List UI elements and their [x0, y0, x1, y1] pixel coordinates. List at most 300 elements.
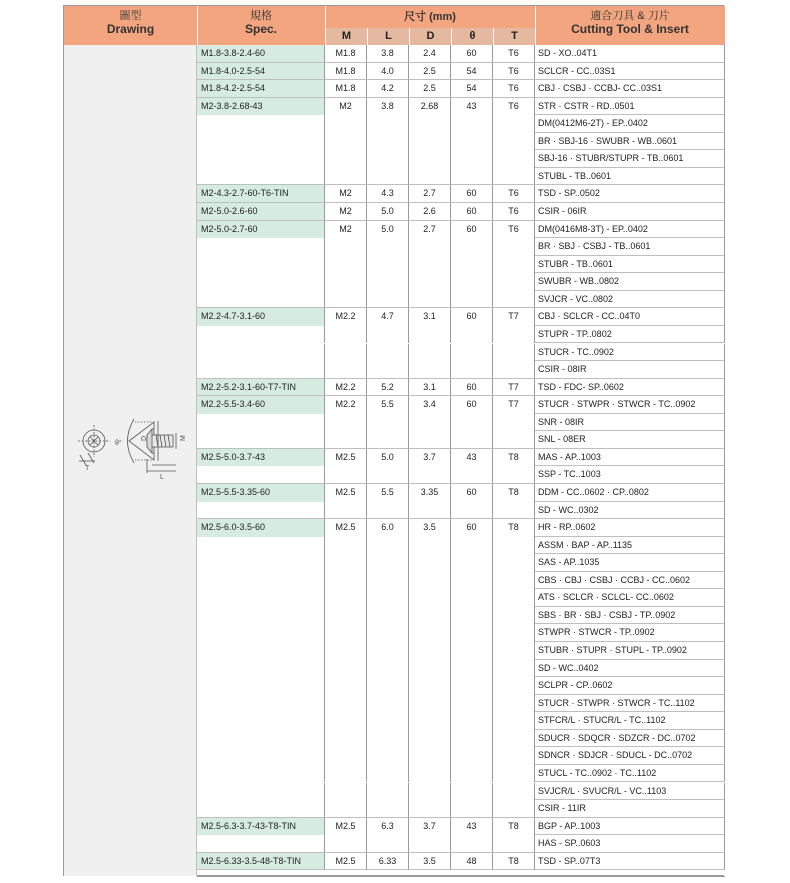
table-row — [197, 747, 725, 765]
spec-cell — [197, 642, 325, 660]
t-cell: T6 — [493, 203, 535, 221]
theta-cell: 43 — [451, 98, 493, 116]
drawing-column — [64, 45, 197, 876]
theta-cell: 60 — [451, 308, 493, 326]
spec-header-zh: 規格 — [250, 10, 272, 22]
spec-cell — [197, 238, 325, 256]
t-cell — [493, 291, 535, 309]
theta-cell — [451, 238, 493, 256]
dimension-header: 尺寸 (mm) — [404, 11, 456, 23]
spec-cell — [197, 800, 325, 818]
d-label: D — [141, 435, 148, 441]
l-cell — [367, 168, 409, 186]
d-cell — [409, 800, 451, 818]
d-cell — [409, 291, 451, 309]
t-cell — [493, 344, 535, 362]
table-row — [197, 642, 725, 660]
theta-cell — [451, 554, 493, 572]
tool-cell: STWPR · STWCR - TP..0902 — [535, 624, 725, 642]
col-d-header: D — [409, 28, 451, 45]
m-cell — [325, 291, 367, 309]
theta-cell — [451, 414, 493, 432]
d-cell — [409, 537, 451, 555]
d-cell — [409, 765, 451, 783]
t-cell: T7 — [493, 396, 535, 414]
tool-cell: STUBR · STUPR · STUPL - TP..0902 — [535, 642, 725, 660]
l-cell — [367, 642, 409, 660]
t-cell — [493, 150, 535, 168]
l-cell — [367, 765, 409, 783]
tool-cell: SVJCR - VC..0802 — [535, 291, 725, 309]
table-row — [197, 133, 725, 151]
theta-cell — [451, 150, 493, 168]
d-cell: 2.5 — [409, 63, 451, 81]
screw-side-view — [128, 419, 177, 473]
d-cell — [409, 502, 451, 520]
spec-cell — [197, 414, 325, 432]
table-row — [197, 554, 725, 572]
theta-cell — [451, 677, 493, 695]
t-cell — [493, 607, 535, 625]
m-cell — [325, 589, 367, 607]
t-cell — [493, 466, 535, 484]
d-cell — [409, 695, 451, 713]
table-row — [197, 98, 725, 116]
l-cell — [367, 466, 409, 484]
m-cell — [325, 431, 367, 449]
t-cell — [493, 835, 535, 853]
t-cell: T8 — [493, 484, 535, 502]
theta-cell: 60 — [451, 185, 493, 203]
t-cell — [493, 326, 535, 344]
table-row — [197, 291, 725, 309]
drawing-header-zh: 圖型 — [119, 10, 142, 22]
tool-cell: BGP - AP..1003 — [535, 818, 725, 836]
l-cell — [367, 273, 409, 291]
m-cell — [325, 133, 367, 151]
screw-spec-table — [63, 5, 724, 876]
tool-cell: DM(0412M6-2T) - EP..0402 — [535, 115, 725, 133]
theta-cell — [451, 695, 493, 713]
tool-cell: BR · SBJ · CSBJ - TB..0601 — [535, 238, 725, 256]
l-cell — [367, 589, 409, 607]
tool-cell: STUBR - TB..0601 — [535, 256, 725, 274]
t-cell — [493, 572, 535, 590]
tool-cell: SDUCR · SDQCR · SDZCR - DC..0702 — [535, 730, 725, 748]
table-row — [197, 221, 725, 239]
tool-header-zh: 適合刀具 & 刀片 — [590, 10, 670, 22]
tool-cell: HR - RP..0602 — [535, 519, 725, 537]
l-cell — [367, 502, 409, 520]
d-cell: 3.5 — [409, 853, 451, 871]
spec-cell — [197, 572, 325, 590]
d-cell — [409, 431, 451, 449]
d-cell — [409, 747, 451, 765]
d-cell — [409, 607, 451, 625]
table-row — [197, 765, 725, 783]
t-cell: T6 — [493, 45, 535, 63]
theta-cell: 54 — [451, 63, 493, 81]
table-bottom-border — [197, 876, 725, 877]
spec-cell — [197, 344, 325, 362]
spec-cell — [197, 273, 325, 291]
d-cell — [409, 256, 451, 274]
table-row — [197, 45, 725, 63]
table-row — [197, 273, 725, 291]
table-row — [197, 783, 725, 801]
spec-cell: M2-3.8-2.68-43 — [197, 98, 325, 116]
l-label: L — [160, 474, 164, 481]
spec-header — [197, 10, 325, 36]
m-cell — [325, 730, 367, 748]
tool-cell: STUCL - TC..0902 · TC..1102 — [535, 765, 725, 783]
m-cell — [325, 660, 367, 678]
t-cell — [493, 642, 535, 660]
l-cell: 5.5 — [367, 396, 409, 414]
spec-cell: M2.2-4.7-3.1-60 — [197, 308, 325, 326]
theta-cell — [451, 466, 493, 484]
t-cell — [493, 256, 535, 274]
table-row — [197, 607, 725, 625]
t-cell — [493, 624, 535, 642]
l-cell — [367, 624, 409, 642]
spec-cell: M2-5.0-2.7-60 — [197, 221, 325, 239]
tool-cell: MAS - AP..1003 — [535, 449, 725, 467]
m-cell — [325, 361, 367, 379]
d-cell: 3.5 — [409, 519, 451, 537]
l-cell — [367, 361, 409, 379]
m-cell — [325, 273, 367, 291]
d-cell: 3.7 — [409, 818, 451, 836]
spec-cell — [197, 835, 325, 853]
t-cell — [493, 414, 535, 432]
m-cell — [325, 747, 367, 765]
theta-label: θ° — [115, 440, 122, 447]
l-cell: 6.0 — [367, 519, 409, 537]
table-row — [197, 185, 725, 203]
spec-cell — [197, 695, 325, 713]
tool-cell: SD - WC..0302 — [535, 502, 725, 520]
tool-cell: HAS - SP..0603 — [535, 835, 725, 853]
spec-cell — [197, 765, 325, 783]
d-cell — [409, 677, 451, 695]
d-cell: 3.35 — [409, 484, 451, 502]
l-cell — [367, 730, 409, 748]
m-cell: M2.5 — [325, 484, 367, 502]
spec-cell: M2.5-6.33-3.5-48-T8-TIN — [197, 853, 325, 871]
t-cell: T8 — [493, 818, 535, 836]
tool-cell: CSIR - 06IR — [535, 203, 725, 221]
theta-cell — [451, 712, 493, 730]
m-cell — [325, 835, 367, 853]
m-cell — [325, 150, 367, 168]
d-cell — [409, 783, 451, 801]
t-cell — [493, 361, 535, 379]
l-cell — [367, 607, 409, 625]
d-cell — [409, 273, 451, 291]
d-cell — [409, 150, 451, 168]
table-row — [197, 80, 725, 98]
l-cell — [367, 835, 409, 853]
l-cell — [367, 133, 409, 151]
spec-cell: M2-4.3-2.7-60-T6-TIN — [197, 185, 325, 203]
d-cell: 3.1 — [409, 379, 451, 397]
table-row — [197, 519, 725, 537]
spec-cell — [197, 150, 325, 168]
col-t-header: T — [493, 28, 535, 45]
table-row — [197, 835, 725, 853]
spec-cell: M2.2-5.2-3.1-60-T7-TIN — [197, 379, 325, 397]
table-row — [197, 466, 725, 484]
m-cell: M2.2 — [325, 308, 367, 326]
tool-cell: SVJCR/L · SVUCR/L - VC..1103 — [535, 783, 725, 801]
drawing-header-en: Drawing — [106, 22, 155, 36]
tool-cell: TSD - SP..0502 — [535, 185, 725, 203]
tool-cell: STUPR - TP..0802 — [535, 326, 725, 344]
d-cell — [409, 712, 451, 730]
m-cell — [325, 800, 367, 818]
spec-cell — [197, 431, 325, 449]
t-cell: T6 — [493, 98, 535, 116]
theta-cell: 60 — [451, 519, 493, 537]
l-cell — [367, 712, 409, 730]
theta-cell — [451, 273, 493, 291]
l-cell: 3.8 — [367, 98, 409, 116]
l-cell — [367, 537, 409, 555]
tool-cell: STR · CSTR - RD..0501 — [535, 98, 725, 116]
t-cell — [493, 730, 535, 748]
table-row — [197, 730, 725, 748]
l-cell — [367, 554, 409, 572]
d-cell — [409, 624, 451, 642]
tool-cell: TSD - SP..07T3 — [535, 853, 725, 871]
t-cell — [493, 133, 535, 151]
l-cell: 5.0 — [367, 449, 409, 467]
tool-cell: SCLPR - CP..0602 — [535, 677, 725, 695]
table-row — [197, 572, 725, 590]
m-cell — [325, 677, 367, 695]
d-cell — [409, 660, 451, 678]
tool-cell: SBS · BR · SBJ · CSBJ - TP..0902 — [535, 607, 725, 625]
m-cell: M2.5 — [325, 853, 367, 871]
l-cell — [367, 291, 409, 309]
spec-cell: M1.8-3.8-2.4-60 — [197, 45, 325, 63]
m-cell — [325, 554, 367, 572]
t-cell — [493, 554, 535, 572]
m-cell — [325, 695, 367, 713]
t-cell: T6 — [493, 80, 535, 98]
col-m-header: M — [325, 28, 367, 45]
table-row — [197, 589, 725, 607]
t-cell: T7 — [493, 308, 535, 326]
theta-cell: 60 — [451, 45, 493, 63]
d-cell — [409, 168, 451, 186]
tool-cell: ATS · SCLCR · SCLCL- CC..0602 — [535, 589, 725, 607]
m-cell — [325, 783, 367, 801]
m-cell: M1.8 — [325, 45, 367, 63]
spec-cell — [197, 326, 325, 344]
spec-cell: M2-5.0-2.6-60 — [197, 203, 325, 221]
d-cell: 2.68 — [409, 98, 451, 116]
d-cell — [409, 730, 451, 748]
spec-cell: M2.5-5.5-3.35-60 — [197, 484, 325, 502]
tool-cell: ASSM · BAP - AP..1135 — [535, 537, 725, 555]
theta-cell — [451, 256, 493, 274]
tool-cell: CBJ · SCLCR - CC..04T0 — [535, 308, 725, 326]
l-cell: 4.7 — [367, 308, 409, 326]
t-cell — [493, 800, 535, 818]
tool-cell: SD - WC..0402 — [535, 660, 725, 678]
m-cell — [325, 712, 367, 730]
spec-cell — [197, 291, 325, 309]
l-cell: 5.2 — [367, 379, 409, 397]
m-cell — [325, 537, 367, 555]
l-cell: 5.5 — [367, 484, 409, 502]
l-cell: 4.0 — [367, 63, 409, 81]
t-cell: T6 — [493, 185, 535, 203]
m-cell: M2.2 — [325, 379, 367, 397]
theta-cell — [451, 291, 493, 309]
spec-cell — [197, 607, 325, 625]
l-cell — [367, 800, 409, 818]
theta-cell — [451, 168, 493, 186]
m-cell: M1.8 — [325, 80, 367, 98]
d-cell: 2.5 — [409, 80, 451, 98]
tool-cell: SD - XO..04T1 — [535, 45, 725, 63]
spec-cell — [197, 256, 325, 274]
theta-cell — [451, 133, 493, 151]
spec-cell — [197, 115, 325, 133]
d-cell — [409, 466, 451, 484]
m-cell — [325, 624, 367, 642]
tool-cell: SWUBR - WB..0802 — [535, 273, 725, 291]
m-cell: M2 — [325, 221, 367, 239]
tool-cell: STUCR - TC..0902 — [535, 344, 725, 362]
spec-cell — [197, 361, 325, 379]
t-cell — [493, 238, 535, 256]
l-cell — [367, 695, 409, 713]
theta-cell — [451, 624, 493, 642]
l-cell: 4.3 — [367, 185, 409, 203]
l-cell — [367, 344, 409, 362]
tool-cell: STUCR · STWPR · STWCR - TC..1102 — [535, 695, 725, 713]
spec-cell — [197, 747, 325, 765]
d-cell: 2.7 — [409, 185, 451, 203]
d-cell — [409, 835, 451, 853]
spec-cell: M2.5-6.0-3.5-60 — [197, 519, 325, 537]
m-cell: M2 — [325, 185, 367, 203]
m-cell: M2.2 — [325, 396, 367, 414]
theta-cell: 43 — [451, 449, 493, 467]
d-cell: 2.6 — [409, 203, 451, 221]
tool-header-en: Cutting Tool & Insert — [571, 22, 689, 36]
tool-cell: CSIR - 11IR — [535, 800, 725, 818]
theta-cell — [451, 326, 493, 344]
table-row — [197, 537, 725, 555]
d-cell: 3.4 — [409, 396, 451, 414]
spec-cell — [197, 466, 325, 484]
spec-cell: M2.5-6.3-3.7-43-T8-TIN — [197, 818, 325, 836]
tool-cell: STFCR/L · STUCR/L - TC..1102 — [535, 712, 725, 730]
table-header — [64, 6, 725, 45]
d-cell — [409, 414, 451, 432]
theta-cell: 60 — [451, 484, 493, 502]
m-cell: M1.8 — [325, 63, 367, 81]
theta-cell — [451, 660, 493, 678]
m-cell — [325, 326, 367, 344]
t-cell — [493, 168, 535, 186]
d-cell — [409, 344, 451, 362]
t-cell: T8 — [493, 449, 535, 467]
table-row — [197, 396, 725, 414]
t-cell: T7 — [493, 379, 535, 397]
l-cell: 3.8 — [367, 45, 409, 63]
spec-cell — [197, 660, 325, 678]
t-cell — [493, 765, 535, 783]
spec-cell — [197, 133, 325, 151]
tool-header — [535, 10, 725, 36]
t-cell — [493, 695, 535, 713]
l-cell: 6.33 — [367, 853, 409, 871]
l-cell — [367, 150, 409, 168]
m-cell — [325, 502, 367, 520]
tool-cell: CSIR - 08IR — [535, 361, 725, 379]
t-cell — [493, 783, 535, 801]
d-cell — [409, 361, 451, 379]
spec-cell: M2.5-5.0-3.7-43 — [197, 449, 325, 467]
theta-cell — [451, 361, 493, 379]
table-row — [197, 203, 725, 221]
table-row — [197, 853, 725, 871]
table-row — [197, 344, 725, 362]
m-cell — [325, 168, 367, 186]
theta-cell — [451, 800, 493, 818]
tool-cell: SAS - AP..1035 — [535, 554, 725, 572]
table-row — [197, 712, 725, 730]
tool-cell: SNR - 08IR — [535, 414, 725, 432]
spec-cell — [197, 677, 325, 695]
d-cell — [409, 133, 451, 151]
theta-cell — [451, 502, 493, 520]
t-cell — [493, 431, 535, 449]
d-cell — [409, 642, 451, 660]
m-cell — [325, 765, 367, 783]
table-row — [197, 660, 725, 678]
tool-cell: SCLCR - CC..03S1 — [535, 63, 725, 81]
spec-cell — [197, 624, 325, 642]
theta-cell: 60 — [451, 203, 493, 221]
theta-cell — [451, 344, 493, 362]
table-row — [197, 414, 725, 432]
d-cell: 2.4 — [409, 45, 451, 63]
theta-cell — [451, 747, 493, 765]
drawing-header — [64, 10, 197, 36]
table-row — [197, 308, 725, 326]
theta-cell — [451, 537, 493, 555]
spec-cell — [197, 712, 325, 730]
table-row — [197, 818, 725, 836]
theta-cell: 48 — [451, 853, 493, 871]
theta-cell — [451, 730, 493, 748]
l-cell — [367, 256, 409, 274]
spec-cell — [197, 168, 325, 186]
m-cell — [325, 414, 367, 432]
spec-cell — [197, 537, 325, 555]
tool-cell: SBJ-16 · STUBR/STUPR - TB..0601 — [535, 150, 725, 168]
spec-cell — [197, 730, 325, 748]
d-cell — [409, 326, 451, 344]
l-cell: 5.0 — [367, 203, 409, 221]
